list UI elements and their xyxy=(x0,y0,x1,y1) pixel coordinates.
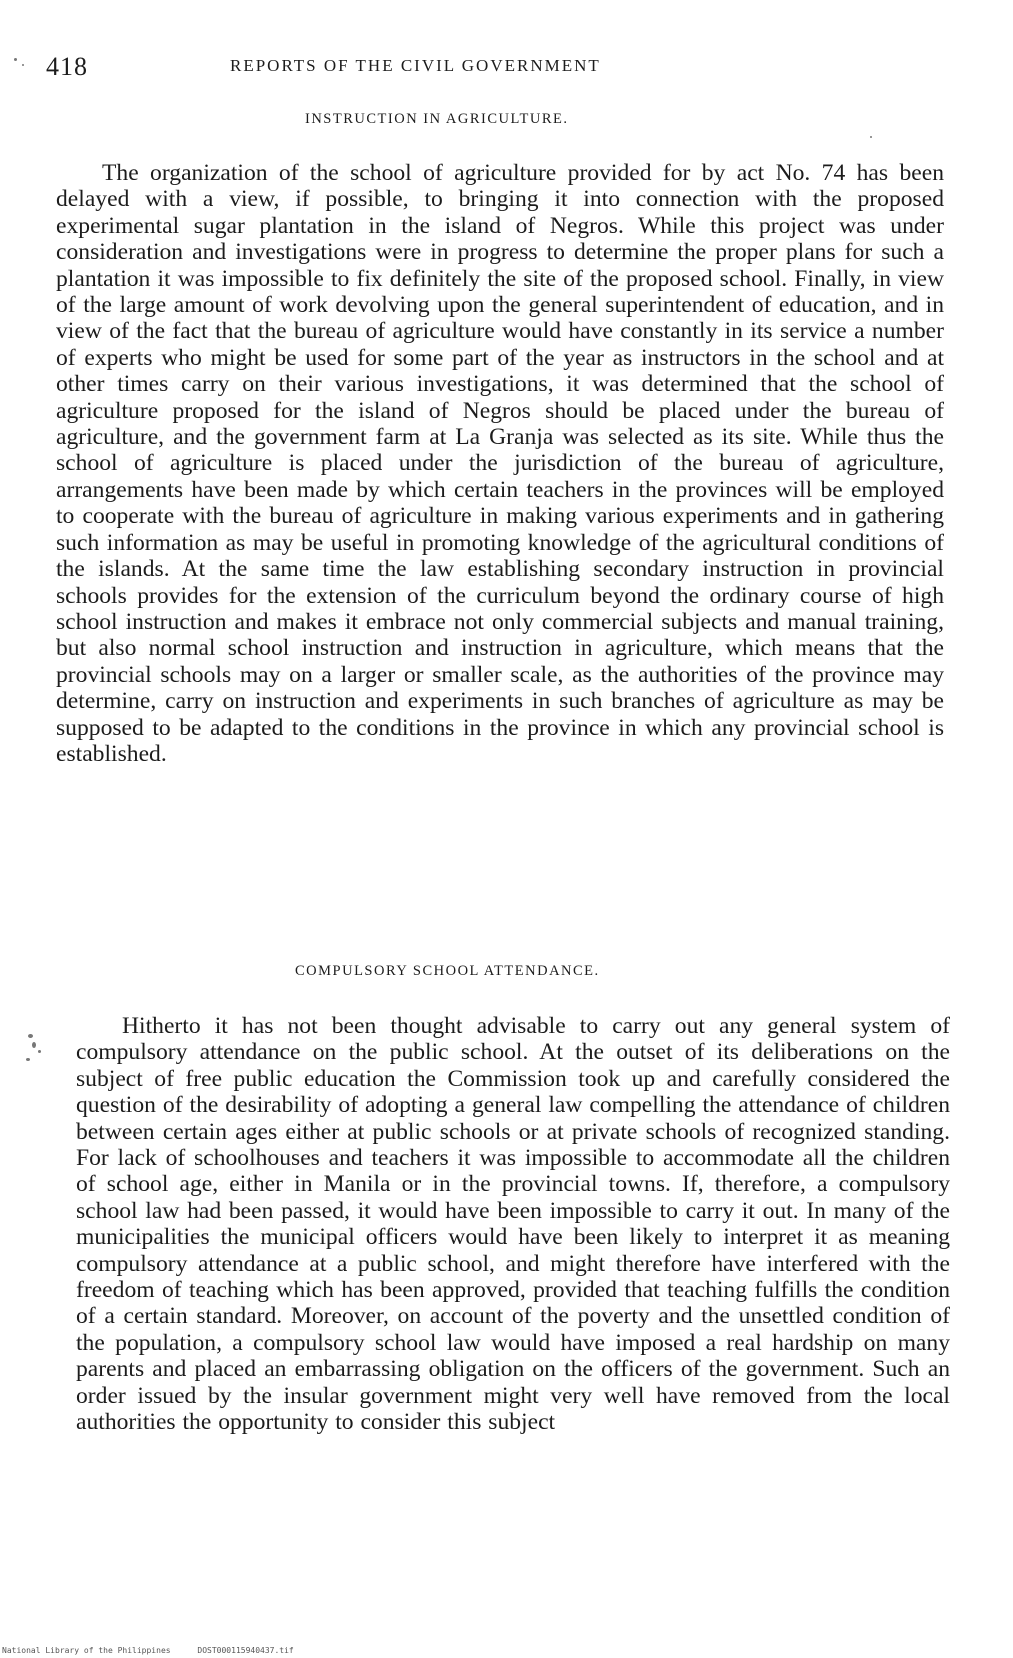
section-heading-agriculture: INSTRUCTION IN AGRICULTURE. xyxy=(305,111,569,127)
page-number: 418 xyxy=(46,52,88,81)
footer-file: DOST000115940437.tif xyxy=(197,1646,294,1655)
scan-speck xyxy=(38,1050,41,1053)
section-heading-compulsory-attendance: COMPULSORY SCHOOL ATTENDANCE. xyxy=(295,963,600,979)
paragraph-compulsory-attendance: Hitherto it has not been thought advisable to carry out any general system of compulsory attendance on the public school. At the outset of its deliberations on the subject of free public education the Commission took up and carefully considered the question of the desirability of adopting a general law compelling the attendance of children between certain ages either at public schools or at private schools of recognized standing. For lack of schoolhouses and teachers it was impossible to accommodate all the children of school age, either in Manila or in the provincial towns. If, therefore, a compulsory school law had been passed, it would have been impossible to carry it out. In many of the municipalities the municipal officers would have been likely to interpret it as meaning compulsory attendance at a public school, and might therefore have interfered with the freedom of teaching which has been approved, provided that teaching fulfills the condition of a certain standard. Moreover, on account of the poverty and the unsettled condition of the population, a compulsory school law would have imposed a real hardship on many parents and placed an embarrassing obligation on the officers of the government. Such an order issued by the insular government might very well have removed from the local authorities the opportunity to consider this subject xyxy=(76,1013,950,1436)
scan-speck xyxy=(32,1042,36,1048)
scan-speck xyxy=(28,1034,33,1038)
scan-speck xyxy=(22,64,24,66)
scan-footer xyxy=(2,1646,294,1655)
scan-speck xyxy=(870,136,872,138)
scan-speck xyxy=(26,1058,30,1061)
paragraph-agriculture: The organization of the school of agriculture provided for by act No. 74 has been delayed with a view, if possible, to bringing it into connection with the proposed experimental sugar plantation in the island of Negros. While this project was under consideration and investigations were in progress to determine the proper plans for such a plantation it was impossible to fix definitely the site of the proposed school. Finally, in view of the large amount of work devolving upon the general superintendent of education, and in view of the fact that the bureau of agriculture would have constantly in its service a number of experts who might be used for some part of the year as instructors in the school and at other times carry on their various investigations, it was determined that the school of agriculture proposed for the island of Negros should be placed under the bureau of agriculture, and the government farm at La Granja was selected as its site. While thus the school of agriculture is placed under the jurisdiction of the bureau of agriculture, arrangements have been made by which certain teachers in the provinces will be employed to cooperate with the bureau of agriculture in making various experiments and in gathering such information as may be useful in promoting knowledge of the agricultural conditions of the islands. At the same time the law establishing secondary instruction in provincial schools provides for the extension of the curriculum beyond the ordinary course of high school instruction and makes it embrace not only commercial subjects and manual training, but also normal school instruction and instruction in agriculture, which means that the provincial schools may on a larger or smaller scale, as the authorities of the province may determine, carry on instruction and experiments in such branches of agriculture as may be supposed to be adapted to the conditions in the province in which any provincial school is established. xyxy=(56,160,944,767)
running-title: REPORTS OF THE CIVIL GOVERNMENT xyxy=(230,56,601,75)
footer-library: National Library of the Philippines xyxy=(2,1646,171,1655)
scan-speck xyxy=(14,58,17,61)
